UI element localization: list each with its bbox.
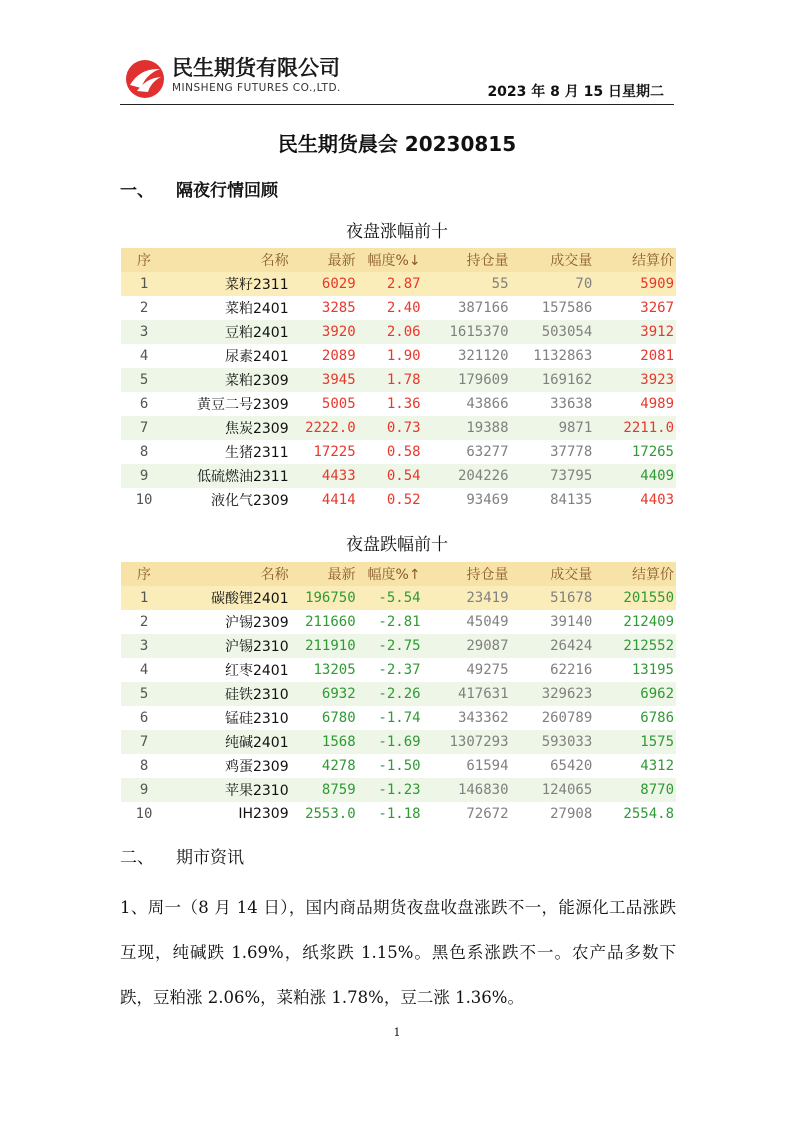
table-cell: 0.58 — [386, 444, 421, 460]
table-cell: 343362 — [457, 710, 509, 726]
table-row[interactable] — [121, 658, 676, 682]
table-cell: 179609 — [457, 372, 509, 388]
table-row[interactable] — [121, 416, 676, 440]
table-cell: 碳酸锂2401 — [210, 591, 289, 607]
table-cell: 2081 — [640, 348, 674, 364]
column-header[interactable]: 最新 — [327, 567, 356, 583]
company-logo — [124, 55, 364, 101]
table-cell: 63277 — [466, 444, 509, 460]
table-cell: 26424 — [550, 638, 593, 654]
table-cell: 93469 — [466, 492, 509, 508]
table-cell: 1.78 — [386, 372, 421, 388]
table-cell: 124065 — [541, 782, 593, 798]
table-cell: 321120 — [457, 348, 509, 364]
table-cell: 5 — [139, 686, 149, 702]
table-row[interactable] — [121, 778, 676, 802]
table-cell: 2.40 — [386, 300, 421, 316]
table-cell: 8 — [139, 758, 149, 774]
table-cell: 387166 — [457, 300, 509, 316]
table-cell: 329623 — [541, 686, 593, 702]
table-cell: -2.37 — [378, 662, 421, 678]
column-header[interactable]: 幅度%↑ — [367, 567, 421, 583]
table-row[interactable] — [121, 296, 676, 320]
table-cell: 4409 — [640, 468, 674, 484]
table-cell: 6780 — [321, 710, 356, 726]
column-header[interactable]: 序 — [137, 253, 152, 269]
column-header[interactable]: 结算价 — [632, 253, 674, 269]
section-heading-2 — [120, 843, 244, 868]
table-cell: 13205 — [313, 662, 356, 678]
table-cell: 尿素2401 — [224, 349, 289, 365]
table-cell: 70 — [575, 276, 593, 292]
table-row[interactable] — [121, 682, 676, 706]
table-cell: 5909 — [640, 276, 674, 292]
table-cell: -1.50 — [378, 758, 421, 774]
table-cell: 1.90 — [386, 348, 421, 364]
table-cell: 211910 — [305, 638, 356, 654]
table-header-row — [121, 248, 676, 272]
table-row[interactable] — [121, 320, 676, 344]
table-cell: 6 — [139, 396, 149, 412]
table-cell: 169162 — [541, 372, 593, 388]
table-cell: 2 — [139, 300, 149, 316]
table-cell: 6 — [139, 710, 149, 726]
table-cell: 2.06 — [386, 324, 421, 340]
table-cell: 7 — [139, 734, 149, 750]
table-cell: -2.81 — [378, 614, 421, 630]
table-row[interactable] — [121, 368, 676, 392]
table-cell: 6932 — [321, 686, 356, 702]
table-cell: 146830 — [457, 782, 509, 798]
table-cell: 204226 — [457, 468, 509, 484]
table-cell: 9871 — [558, 420, 593, 436]
table-row[interactable] — [121, 634, 676, 658]
table-cell: 61594 — [466, 758, 509, 774]
table-cell: 2554.8 — [623, 806, 674, 822]
table-cell: 3267 — [640, 300, 674, 316]
gain-table-title: 夜盘涨幅前十 — [346, 222, 448, 242]
table-cell: 65420 — [550, 758, 593, 774]
section-number: 一、 — [120, 181, 154, 201]
table-cell: 62216 — [550, 662, 593, 678]
table-cell: 2 — [139, 614, 149, 630]
table-cell: 3 — [139, 638, 149, 654]
table-cell: 73795 — [550, 468, 593, 484]
section-heading-1 — [120, 176, 278, 201]
company-name-cn: 民生期货有限公司 — [172, 56, 340, 80]
table-cell: 55 — [491, 276, 509, 292]
table-cell: -1.23 — [378, 782, 421, 798]
page-number: 1 — [393, 1026, 401, 1039]
table-row[interactable] — [121, 464, 676, 488]
table-cell: 212409 — [623, 614, 674, 630]
table-cell: 低硫燃油2311 — [196, 469, 289, 485]
table-cell: 1 — [139, 276, 149, 292]
table-cell: 503054 — [541, 324, 593, 340]
table-row[interactable] — [121, 802, 676, 826]
table-cell: -1.69 — [378, 734, 421, 750]
table-cell: IH2309 — [238, 806, 289, 822]
table-cell: 菜籽2311 — [224, 277, 289, 293]
table-row[interactable] — [121, 730, 676, 754]
table-cell: 1.36 — [386, 396, 421, 412]
table-cell: 3 — [139, 324, 149, 340]
table-cell: 豆粕2401 — [224, 325, 289, 341]
table-cell: 8 — [139, 444, 149, 460]
table-cell: 84135 — [550, 492, 593, 508]
table-cell: 2222.0 — [305, 420, 356, 436]
table-cell: 3912 — [640, 324, 674, 340]
gain-table — [121, 248, 676, 512]
table-row[interactable] — [121, 706, 676, 730]
table-cell: 3945 — [321, 372, 356, 388]
table-cell: 6786 — [640, 710, 674, 726]
table-cell: 29087 — [466, 638, 509, 654]
table-cell: 51678 — [550, 590, 593, 606]
table-cell: 2211.0 — [623, 420, 674, 436]
column-header[interactable]: 最新 — [327, 253, 356, 269]
page-header — [120, 52, 674, 105]
column-header[interactable]: 持仓量 — [466, 253, 509, 269]
table-cell: 4 — [139, 662, 149, 678]
table-cell: 鸡蛋2309 — [224, 759, 289, 775]
table-row[interactable] — [121, 488, 676, 512]
table-cell: 17225 — [313, 444, 356, 460]
column-header[interactable]: 持仓量 — [466, 567, 509, 583]
table-cell: 212552 — [623, 638, 674, 654]
table-cell: 7 — [139, 420, 149, 436]
table-cell: 苹果2310 — [224, 783, 289, 799]
column-header[interactable]: 名称 — [260, 253, 289, 269]
table-cell: 生猪2311 — [224, 445, 289, 461]
table-cell: 196750 — [305, 590, 356, 606]
table-row[interactable] — [121, 440, 676, 464]
table-cell: -5.54 — [378, 590, 421, 606]
table-cell: 5005 — [321, 396, 356, 412]
logo-emblem-icon — [124, 58, 166, 100]
column-header[interactable]: 幅度%↓ — [367, 253, 421, 269]
table-cell: 45049 — [466, 614, 509, 630]
table-cell: 焦炭2309 — [224, 421, 289, 437]
table-cell: 13195 — [631, 662, 674, 678]
table-cell: 33638 — [550, 396, 593, 412]
table-cell: 硅铁2310 — [224, 687, 289, 703]
column-header[interactable]: 成交量 — [550, 567, 593, 583]
table-cell: 72672 — [466, 806, 509, 822]
table-cell: 39140 — [550, 614, 593, 630]
table-cell: 1 — [139, 590, 149, 606]
column-header[interactable]: 结算价 — [632, 567, 674, 583]
table-row[interactable] — [121, 610, 676, 634]
table-cell: -1.74 — [378, 710, 421, 726]
table-cell: 2.87 — [386, 276, 421, 292]
table-cell: 4433 — [321, 468, 356, 484]
table-cell: 9 — [139, 468, 149, 484]
table-row[interactable] — [121, 392, 676, 416]
table-cell: 2089 — [321, 348, 356, 364]
table-cell: -1.18 — [378, 806, 421, 822]
table-header-row — [121, 562, 676, 586]
column-header[interactable]: 序 — [137, 567, 152, 583]
table-cell: 10 — [135, 492, 153, 508]
table-cell: 液化气2309 — [210, 493, 289, 509]
table-cell: 1307293 — [449, 734, 509, 750]
table-cell: 1132863 — [533, 348, 593, 364]
table-row[interactable] — [121, 586, 676, 610]
table-cell: 0.73 — [386, 420, 421, 436]
section-number: 二、 — [120, 848, 154, 868]
table-cell: 锰硅2310 — [224, 711, 289, 727]
table-cell: 4278 — [321, 758, 356, 774]
table-cell: 纯碱2401 — [224, 735, 289, 751]
table-cell: 沪锡2309 — [224, 615, 289, 631]
table-cell: 593033 — [541, 734, 593, 750]
table-cell: 3285 — [321, 300, 356, 316]
loss-table-title: 夜盘跌幅前十 — [346, 535, 448, 555]
company-name-en: MINSHENG FUTURES CO.,LTD. — [172, 82, 341, 94]
table-cell: 37778 — [550, 444, 593, 460]
table-cell: 201550 — [623, 590, 674, 606]
table-cell: 4403 — [640, 492, 674, 508]
table-cell: 23419 — [466, 590, 509, 606]
table-cell: 2553.0 — [305, 806, 356, 822]
table-cell: 菜粕2401 — [224, 301, 289, 317]
table-cell: 3920 — [321, 324, 356, 340]
table-cell: 0.52 — [386, 492, 421, 508]
table-cell: 260789 — [541, 710, 593, 726]
table-cell: 211660 — [305, 614, 356, 630]
table-row[interactable] — [121, 344, 676, 368]
table-cell: 3923 — [640, 372, 674, 388]
loss-table — [121, 562, 676, 826]
table-cell: 4312 — [640, 758, 674, 774]
table-cell: 10 — [135, 806, 153, 822]
table-cell: 0.54 — [386, 468, 421, 484]
table-cell: 9 — [139, 782, 149, 798]
section-title: 隔夜行情回顾 — [176, 181, 278, 201]
section-title: 期市资讯 — [176, 848, 244, 868]
table-cell: 43866 — [466, 396, 509, 412]
table-cell: 417631 — [457, 686, 509, 702]
table-cell: 红枣2401 — [224, 663, 289, 679]
table-cell: -2.26 — [378, 686, 421, 702]
table-cell: 27908 — [550, 806, 593, 822]
table-cell: 4 — [139, 348, 149, 364]
table-cell: 8770 — [640, 782, 674, 798]
table-cell: 1568 — [321, 734, 356, 750]
table-cell: 19388 — [466, 420, 509, 436]
news-paragraph: 1、周一（8 月 14 日），国内商品期货夜盘收盘涨跌不一，能源化工品涨跌互现，纯碱跌 1.69%，纸浆跌 1.15%。黑色系涨跌不一。农产品多数下跌，豆粕涨 2.06%，菜粕涨 1.78%，豆二涨 1.36%。 — [120, 898, 676, 1007]
table-cell: 1575 — [640, 734, 674, 750]
table-cell: 157586 — [541, 300, 593, 316]
table-cell: 沪锡2310 — [224, 639, 289, 655]
table-cell: 4989 — [640, 396, 674, 412]
column-header[interactable]: 成交量 — [550, 253, 593, 269]
table-cell: 49275 — [466, 662, 509, 678]
document-title: 民生期货晨会 20230815 — [277, 132, 517, 156]
table-cell: -2.75 — [378, 638, 421, 654]
column-header[interactable]: 名称 — [260, 567, 289, 583]
table-cell: 17265 — [631, 444, 674, 460]
table-cell: 6962 — [640, 686, 674, 702]
table-row[interactable] — [121, 754, 676, 778]
table-cell: 5 — [139, 372, 149, 388]
table-row[interactable] — [121, 272, 676, 296]
table-cell: 4414 — [321, 492, 356, 508]
table-cell: 8759 — [321, 782, 356, 798]
table-cell: 6029 — [321, 276, 356, 292]
table-cell: 1615370 — [449, 324, 509, 340]
table-cell: 菜粕2309 — [224, 373, 289, 389]
table-cell: 黄豆二号2309 — [196, 397, 289, 413]
header-date: 2023 年 8 月 15 日星期二 — [487, 84, 664, 100]
